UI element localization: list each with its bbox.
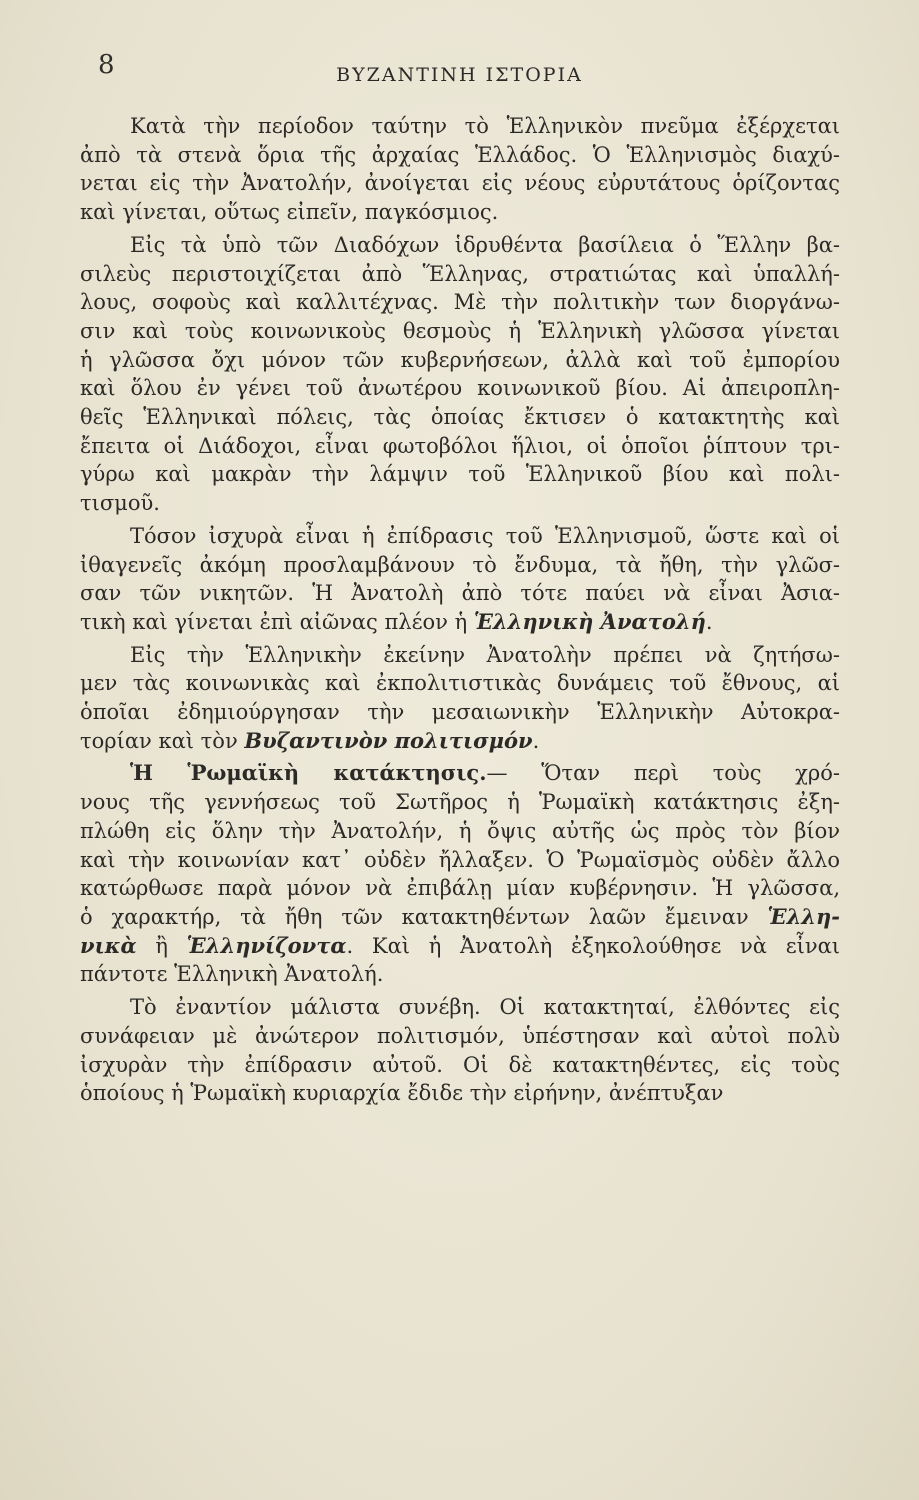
text-run: κατώρθωσε παρὰ μόνον νὰ ἐπιβάλῃ μίαν κυβέρνησιν. Ἡ γλῶσσα, [80,876,840,901]
text-line [80,522,840,551]
text-line [80,932,840,961]
body-text [80,112,840,1108]
text-run: νους τῆς γεννήσεως τοῦ Σωτῆρος ἡ Ῥωμαϊκὴ κατάκτησις ἐξη- [80,790,840,815]
paragraph [80,759,840,989]
text-run: μεν τὰς κοινωνικὰς καὶ ἐκπολιτιστικὰς δυνάμεις τοῦ ἔθνους, αἱ [80,671,840,696]
text-line [80,317,840,346]
page-number: 8 [98,50,115,80]
text-line [80,169,840,198]
emphasized-text: Ἑλλη- [767,903,840,929]
text-run: Τόσον ἰσχυρὰ εἶναι ἡ ἐπίδρασις τοῦ Ἑλληνισμοῦ, ὥστε καὶ οἱ [130,523,840,548]
text-line [80,788,840,817]
paragraph [80,641,840,756]
text-run: σιλεὺς περιστοιχίζεται ἀπὸ Ἕλληνας, στρατιώτας καὶ ὑπαλλή- [80,261,840,286]
text-line [80,641,840,670]
text-line [80,903,840,932]
text-line [80,198,840,227]
text-run: νεται εἰς τὴν Ἀνατολήν, ἀνοίγεται εἰς νέους εὐρυτάτους ὁρίζοντας [80,171,840,196]
text-line [80,727,840,756]
text-line [80,489,840,518]
text-line [80,260,840,289]
text-run: σαν τῶν νικητῶν. Ἡ Ἀνατολὴ ἀπὸ τότε παύει νὰ εἶναι Ἀσια- [80,581,840,606]
text-run: ἔπειτα οἱ Διάδοχοι, εἶναι φωτοβόλοι ἥλιοι, οἱ ὁποῖοι ῥίπτουν τρι- [80,433,840,458]
text-line [80,759,840,788]
text-run: καὶ γίνεται, οὕτως εἰπεῖν, παγκόσμιος. [80,200,499,225]
text-run: ὁποῖαι ἐδημιούργησαν τὴν μεσαιωνικὴν Ἑλληνικὴν Αὐτοκρα- [80,700,840,725]
text-run: θεῖς Ἑλληνικαὶ πόλεις, τὰς ὁποίας ἔκτισεν ὁ κατακτητὴς καὶ [80,405,840,430]
text-run: — Ὅταν περὶ τοὺς χρό- [486,761,840,786]
text-line [80,403,840,432]
text-run: Κατὰ τὴν περίοδον ταύτην τὸ Ἑλληνικὸν πνεῦμα ἐξέρχεται [130,114,840,138]
text-run: . Καὶ ἡ Ἀνατολὴ ἐξηκολούθησε νὰ εἶναι [346,933,840,958]
text-run: ἢ [136,933,187,958]
text-run: Εἰς τὴν Ἑλληνικὴν ἐκείνην Ἀνατολὴν πρέπει νὰ ζητήσω- [130,642,840,667]
text-line [80,346,840,375]
text-run: καὶ τὴν κοινωνίαν κατ᾽ οὐδὲν ἤλλαξεν. Ὁ Ῥωμαϊσμὸς οὐδὲν ἄλλο [80,847,840,872]
text-line [80,374,840,403]
text-run: πλώθη εἰς ὅλην τὴν Ἀνατολήν, ἡ ὄψις αὐτῆς ὡς πρὸς τὸν βίον [80,818,840,843]
text-line [80,231,840,260]
text-run: ἡ γλῶσσα ὄχι μόνον τῶν κυβερνήσεων, ἀλλὰ καὶ τοῦ ἐμπορίου [80,347,840,372]
text-run: ὁ χαρακτήρ, τὰ ἤθη τῶν κατακτηθέντων λαῶν ἔμειναν [80,904,768,929]
text-run: Εἰς τὰ ὑπὸ τῶν Διαδόχων ἱδρυθέντα βασίλεια ὁ Ἕλλην βα- [130,232,840,257]
text-run: πάντοτε Ἑλληνικὴ Ἀνατολή. [80,962,384,987]
text-line [80,669,840,698]
text-line [80,460,840,489]
text-run: τισμοῦ. [80,491,160,516]
paragraph [80,522,840,637]
text-line [80,1079,840,1108]
text-line [80,288,840,317]
emphasized-text: Βυζαντινὸν πολιτισμόν [244,727,533,753]
text-line [80,551,840,580]
paragraph [80,993,840,1108]
text-line [80,141,840,170]
text-run: λους, σοφοὺς καὶ καλλιτέχνας. Μὲ τὴν πολιτικὴν των διοργάνω- [80,290,840,315]
text-line [80,608,840,637]
text-run: ἰσχυρὰν τὴν ἐπίδρασιν αὐτοῦ. Οἱ δὲ κατακτηθέντες, εἰς τοὺς [80,1052,840,1077]
text-run: τορίαν καὶ τὸν [80,728,245,753]
paragraph [80,231,840,518]
text-run: Τὸ ἐναντίον μάλιστα συνέβη. Οἱ κατακτηταί, ἐλθόντες εἰς [130,995,840,1020]
paragraph [80,112,840,227]
text-line [80,432,840,461]
text-run: . [705,609,713,634]
text-line [80,698,840,727]
text-run: καὶ ὅλου ἐν γένει τοῦ ἀνωτέρου κοινωνικοῦ βίου. Αἱ ἀπειροπλη- [80,376,840,401]
text-run: τικὴ καὶ γίνεται ἐπὶ αἰῶνας πλέον ἡ [80,609,474,634]
text-line [80,579,840,608]
text-line [80,1022,840,1051]
text-run: σιν καὶ τοὺς κοινωνικοὺς θεσμοὺς ἡ Ἑλληνικὴ γλῶσσα γίνεται [80,318,840,343]
text-run: ἰθαγενεῖς ἀκόμη προσλαμβάνουν τὸ ἔνδυμα, τὰ ἤθη, τὴν γλῶσ- [80,552,840,577]
section-heading: Ἡ Ῥωμαϊκὴ κατάκτησις. [130,760,487,786]
text-line [80,1051,840,1080]
text-line [80,817,840,846]
text-run: ἀπὸ τὰ στενὰ ὅρια τῆς ἀρχαίας Ἑλλάδος. Ὁ Ἑλληνισμὸς διαχύ- [80,142,840,167]
text-run: . [532,728,540,753]
text-line [80,846,840,875]
running-head: ΒΥΖΑΝΤΙΝΗ ΙΣΤΟΡΙΑ [336,64,583,86]
emphasized-text: Ἑλληνικὴ Ἀνατολή [473,608,706,634]
text-line [80,960,840,989]
text-line [80,874,840,903]
emphasized-text: Ἑλληνίζοντα [186,932,347,958]
text-line [80,112,840,141]
emphasized-text: νικὰ [80,932,137,958]
text-run: ὁποίους ἡ Ῥωμαϊκὴ κυριαρχία ἔδιδε τὴν εἰρήνην, ἀνέπτυξαν [80,1081,724,1106]
text-run: γύρω καὶ μακρὰν τὴν λάμψιν τοῦ Ἑλληνικοῦ βίου καὶ πολι- [80,462,840,487]
text-line [80,993,840,1022]
text-run: συνάφειαν μὲ ἀνώτερον πολιτισμόν, ὑπέστησαν καὶ αὐτοὶ πολὺ [80,1023,840,1048]
